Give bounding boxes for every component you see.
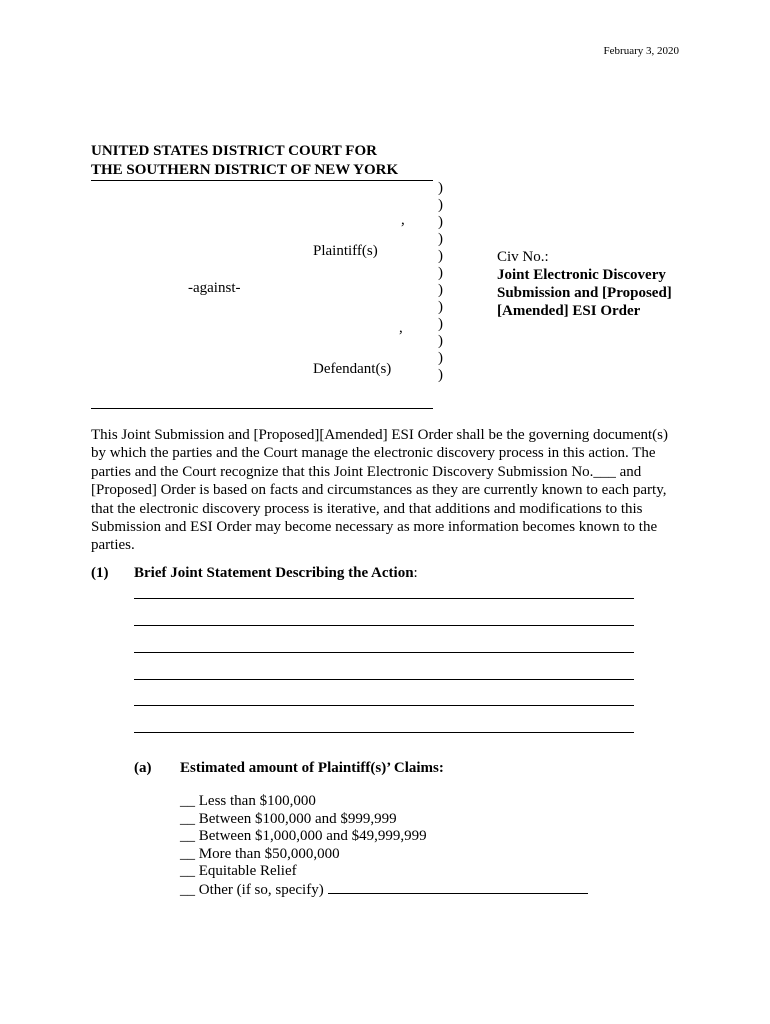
option-other-label: __ Other (if so, specify)	[180, 881, 324, 898]
section-1-title-text: Brief Joint Statement Describing the Action	[134, 565, 414, 581]
document-title-line-1: Joint Electronic Discovery	[497, 267, 666, 283]
court-name-line-2: THE SOUTHERN DISTRICT OF NEW YORK	[91, 162, 399, 178]
statement-blank-line[interactable]	[134, 652, 634, 653]
court-underline	[91, 180, 433, 181]
court-name-line-1: UNITED STATES DISTRICT COURT FOR	[91, 143, 377, 159]
section-1-number: (1)	[91, 565, 109, 581]
paren: )	[438, 333, 443, 349]
court-name	[91, 142, 398, 180]
document-title-line-2: Submission and [Proposed]	[497, 285, 672, 301]
intro-text: This Joint Submission and [Proposed][Amended] ESI Order shall be the governing document(s) by which the parties and the Court manage the electronic discovery process in this action. The parties and the Court recognize that this Joint Electronic Discovery Submission No.___ and [Proposed] Order is based on facts and circumstances as they are currently known to each party, that the electronic discovery process is iterative, and that additions and modifications to this Submission and ESI Order may become necessary as more information becomes known to the parties.	[91, 427, 668, 554]
statement-blank-line[interactable]	[134, 679, 634, 680]
option-less-than-100k[interactable]: __ Less than $100,000	[180, 793, 316, 809]
document-date: February 3, 2020	[603, 45, 679, 57]
caption-parentheses-column	[438, 180, 443, 384]
other-specify-blank-line[interactable]	[328, 881, 588, 894]
defendants-label: Defendant(s)	[313, 361, 392, 377]
option-equitable-relief[interactable]: __ Equitable Relief	[180, 863, 297, 880]
paren: )	[438, 316, 443, 332]
subsection-a-letter: (a)	[134, 760, 152, 776]
paren: )	[438, 231, 443, 247]
option-more-than-50m[interactable]: __ More than $50,000,000	[180, 845, 340, 862]
plaintiff-name-comma: ,	[401, 212, 405, 228]
subsection-a-title: Estimated amount of Plaintiff(s)’ Claims:	[180, 760, 444, 776]
option-other[interactable]	[180, 881, 588, 900]
statement-blank-line[interactable]	[134, 625, 634, 626]
option-1m-to-49m[interactable]: __ Between $1,000,000 and $49,999,999	[180, 828, 427, 845]
claim-amount-options	[180, 793, 588, 900]
plaintiffs-label: Plaintiff(s)	[313, 243, 378, 259]
intro-paragraph	[91, 426, 681, 555]
paren: )	[438, 248, 443, 264]
paren: )	[438, 180, 443, 196]
section-1-title	[134, 565, 418, 582]
document-title-line-3: [Amended] ESI Order	[497, 303, 641, 319]
paren: )	[438, 350, 443, 366]
paren: )	[438, 367, 443, 383]
paren: )	[438, 197, 443, 213]
paren: )	[438, 214, 443, 230]
paren: )	[438, 265, 443, 281]
statement-blank-line[interactable]	[134, 732, 634, 733]
paren: )	[438, 282, 443, 298]
statement-blank-line[interactable]	[134, 705, 634, 706]
statement-blank-line[interactable]	[134, 598, 634, 599]
defendant-name-comma: ,	[399, 320, 403, 336]
option-100k-to-999k[interactable]: __ Between $100,000 and $999,999	[180, 810, 397, 827]
civ-no-label: Civ No.:	[497, 249, 549, 265]
caption-bottom-rule	[91, 408, 433, 409]
section-1-colon: :	[413, 565, 418, 581]
against-label: -against-	[188, 280, 241, 296]
paren: )	[438, 299, 443, 315]
case-number-block	[497, 248, 697, 320]
